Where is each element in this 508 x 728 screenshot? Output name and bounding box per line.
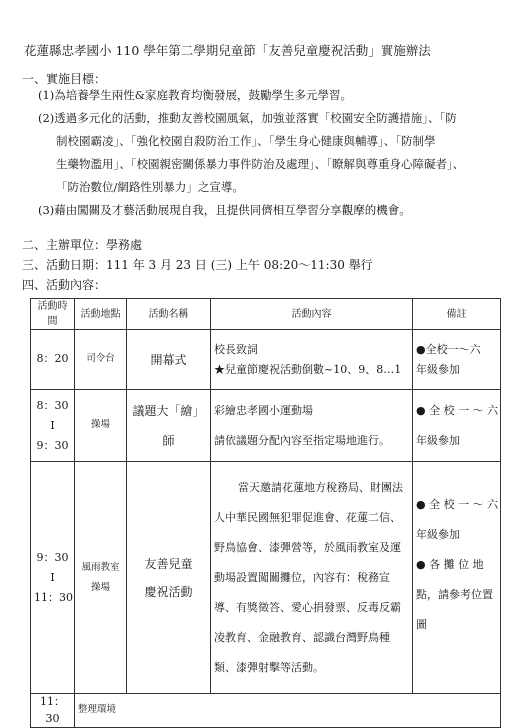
row3-name-line: 慶祝活動	[144, 584, 193, 599]
goal-2-line-4: 「防治數位/網路性別暴力」之宣導。	[56, 180, 244, 194]
organizer: 二、主辦單位：學務處	[22, 238, 143, 252]
row3-name-line: 友善兒童	[144, 556, 193, 571]
table-header-row	[31, 299, 501, 330]
row3-time-sep: Ⅰ	[50, 570, 55, 584]
row2-content	[211, 390, 413, 462]
row3-note-line: ● 各 攤 位 地	[416, 558, 484, 571]
content-heading: 四、活動內容：	[22, 278, 107, 292]
row2-time	[31, 390, 75, 462]
activity-table	[30, 298, 501, 728]
table-row	[31, 390, 501, 462]
row2-time-end: 9：30	[36, 438, 69, 452]
row3-note	[413, 462, 501, 694]
row2-content-line: 請依議題分配內容至指定場地進行。	[214, 433, 390, 447]
row2-time-sep: Ⅰ	[50, 418, 55, 432]
row3-time-start: 9：30	[36, 550, 69, 564]
goals-heading: 一、實施目標：	[22, 72, 107, 86]
goal-1: (1)為培養學生兩性&家庭教育均衡發展，鼓勵學生多元學習。	[38, 88, 353, 102]
row3-note-line: 點，請參考位置	[416, 588, 493, 601]
row3-content-line: 當天邀請花蓮地方稅務局、財團法	[238, 480, 403, 494]
goal-2-line-2: 制校園霸凌」、「強化校園自殺防治工作」、「學生身心健康與輔導」、「防制學	[56, 134, 436, 148]
row3-note-line: 年級參加	[416, 528, 460, 541]
row1-note	[413, 330, 501, 390]
header-place: 活動地點	[75, 299, 127, 330]
row1-place: 司令台	[75, 330, 127, 390]
header-note: 備註	[413, 299, 501, 330]
header-content: 活動內容	[211, 299, 413, 330]
goal-2-line-3: 生藥物濫用」、「校園親密關係暴力事件防治及處理」、「瞭解與尊重身心障礙者」、	[56, 157, 465, 171]
row3-time	[31, 462, 75, 694]
table-row	[31, 462, 501, 694]
row2-place: 操場	[75, 390, 127, 462]
row1-name: 開幕式	[127, 330, 211, 390]
row2-name	[127, 390, 211, 462]
row1-note-line: 年級參加	[416, 362, 460, 376]
row3-place-line: 風雨教室	[81, 561, 120, 573]
goal-3: (3)藉由闖關及才藝活動展現自我，且提供同儕相互學習分享觀摩的機會。	[38, 203, 411, 217]
row2-name-line: 議題大「繪」	[132, 403, 205, 418]
row3-time-end: 11：30	[34, 590, 73, 604]
row1-content-line: ★兒童節慶祝活動倒數~10、9、8…1	[214, 362, 402, 376]
row2-time-start: 8：30	[36, 398, 69, 412]
header-name: 活動名稱	[127, 299, 211, 330]
row4-time: 11：30	[31, 694, 75, 728]
row3-place	[75, 462, 127, 694]
row4-place: 整理環境	[75, 694, 501, 728]
document-title: 花蓮縣忠孝國小 110 學年第二學期兒童節「友善兒童慶祝活動」實施辦法	[24, 43, 431, 58]
row3-content-line: 類、漆彈射擊等活動。	[214, 660, 324, 674]
row3-content-line: 野鳥協會、漆彈營等，於風雨教室及運	[214, 540, 401, 554]
row1-note-line: ●全校一～六	[416, 342, 481, 356]
row3-content-line: 凌教育、金融教育、認識台灣野鳥種	[214, 630, 390, 644]
event-date: 三、活動日期：111 年 3 月 23 日 (三) 上午 08:20～11:30 舉行	[22, 258, 373, 272]
table-row	[31, 330, 501, 390]
row3-content	[211, 462, 413, 694]
row3-content-line: 動場設置闖關攤位，內容有：稅務宣	[214, 570, 390, 584]
row3-name	[127, 462, 211, 694]
row2-note-line: 年級參加	[416, 433, 460, 447]
row1-content	[211, 330, 413, 390]
row2-content-line: 彩繪忠孝國小運動場	[214, 403, 313, 417]
row2-name-line: 師	[162, 433, 175, 448]
row1-time: 8：20	[31, 330, 75, 390]
header-time: 活動時間	[31, 299, 75, 330]
row3-note-line: 圖	[416, 618, 427, 631]
row3-note-line: ● 全 校 一 ～ 六	[416, 498, 499, 511]
row3-place-line: 操場	[90, 581, 110, 593]
goal-2: (2)透過多元化的活動，推動友善校園風氣，加強並落實「校園安全防護措施」、「防	[38, 111, 457, 125]
row2-note-line: ● 全 校 一 ～ 六	[416, 403, 499, 417]
row1-content-line: 校長致詞	[214, 342, 258, 356]
table-row	[31, 694, 501, 728]
row3-content-line: 導、有獎徵答、愛心捐發票、反毒反霸	[214, 600, 401, 614]
row3-content-line: 人中華民國無犯罪促進會、花蓮二信、	[214, 510, 401, 524]
row2-note	[413, 390, 501, 462]
